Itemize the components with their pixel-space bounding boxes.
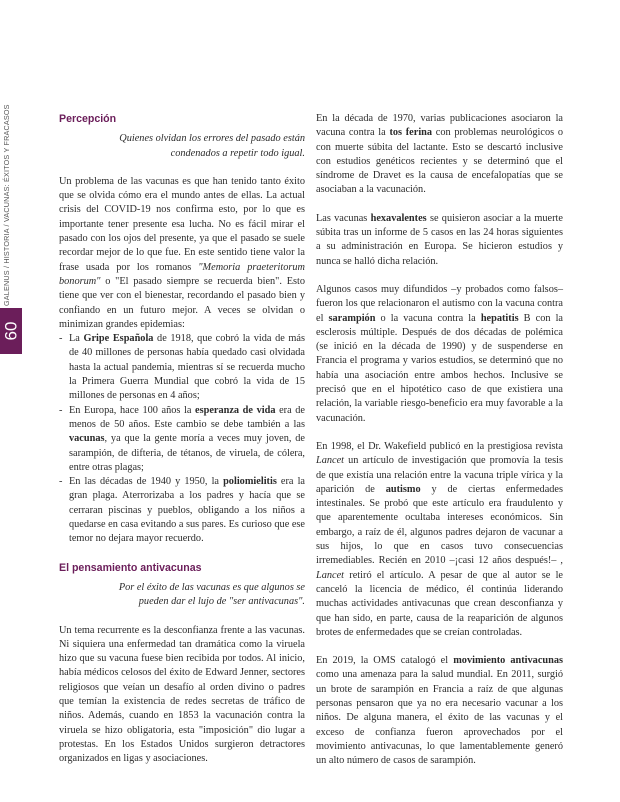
section-heading-antivacunas: El pensamiento antivacunas xyxy=(59,561,202,574)
paragraph: En 2019, la OMS catalogó el movimiento antivacunas como una amenaza para la salud mundial. En 2011, surgió un brote de sarampión en Francia a raíz de que algunas personas pensaron que ya no era necesario vacunar a los niños. De alguna manera, el éxito de las vacunas y el exceso de confianza fueron aprovechados por el movimiento antivacunas, lo que lamentablemente generó un alto número de casos de sarampión. xyxy=(316,655,563,767)
right-column xyxy=(316,112,563,768)
paragraph: Un problema de las vacunas es que han tenido tanto éxito que se olvida cómo era el mundo antes de ellas. La actual crisis del COVID-19 nos confirma esto, por lo que es importante tener presente esa lucha. No es fácil mirar el pasado con los ojos del presente, ya que el pasado se suele recordar mejor de lo que fue. En este sentido tiene valor la frase usada por los romanos "Memoria praeteritorum bonorum" o "El pasado siempre se recuerda bien". Esto tiene que ver con el bienestar, recordando el pasado bien y confiando en un futuro mejor. A veces se olvidan o minimizan grandes epidemias: xyxy=(59,175,305,330)
paragraph: Las vacunas hexavalentes se quisieron asociar a la muerte súbita tras un informe de 5 casos en las 24 horas siguientes a su administración en Europa. Se hicieron estudios y nunca se halló dicha relación. xyxy=(316,212,563,267)
epigraph-1: Quienes olvidan los errores del pasado están condenados a repetir todo igual. xyxy=(119,133,305,159)
list-item: - En las décadas de 1940 y 1950, la poliomielitis era la gran plaga. Aterrorizaba a los padres y hacía que se cerraran piscinas y pueblos, obligando a los niños a quedarse en casa evitando a sus pares. Es curioso que ese temor no dejara mayor recuerdo. xyxy=(59,475,305,546)
running-title: GALENUS / HISTORIA / VACUNAS: ÉXITOS Y FRACASOS xyxy=(2,104,11,306)
paragraph: En la década de 1970, varias publicaciones asociaron la vacuna contra la tos ferina con problemas neurológicos o con muerte súbita del lactante. Esto se descartó inclusive con estudios genéticos recientes y se determinó que el síndrome de Dravet es la causa de encefalopatías que se asociaban a la vacunación. xyxy=(316,113,563,196)
list-item: - En Europa, hace 100 años la esperanza de vida era de menos de 50 años. Este cambio se debe también a las vacunas, ya que la gente moría a veces muy joven, de sarampión, de difteria, de tétanos, de viruela, de cólera, entre otras plagas; xyxy=(59,404,305,475)
page-number: 60 xyxy=(0,321,20,341)
epigraph-2: Por el éxito de las vacunas es que algunos se pueden dar el lujo de "ser antivacunas". xyxy=(118,581,305,608)
paragraph: Un tema recurrente es la desconfianza frente a las vacunas. Ni siquiera una enfermedad tan dramática como la viruela hizo que su vacuna fuese bien recibida por todos. Al inicio, había médicos celosos del éxito de Edward Jenner, sectores religiosos que veían un desafío al orden divino o padres que temían la existencia de redes secretas de tráfico de niños. Además, cuando en 1853 la vacunación contra la viruela se hizo obligatoria, esta "imposición" dio lugar a protestas. En los Estados Unidos surgieron detractores organizados en ligas y asociaciones. xyxy=(59,624,305,765)
paragraph: En 1998, el Dr. Wakefield publicó en la prestigiosa revista Lancet un artículo de investigación que promovía la tesis de que existía una relación entre la vacuna triple vírica y la aparición de autismo y de ciertas enfermedades intestinales. Se probó que este artículo era fraudulento y que aparentemente ocultaba intereses económicos. Sin embargo, a raíz de él, algunos padres dejaron de vacunar a sus hijos, lo que en casos tuvo consecuencias irremediables. Recién en 2010 –¡casi 12 años después!– , Lancet retiró el artículo. A pesar de que al autor se le canceló la licencia de médico, él continúa liderando muchas actividades antivacunas que crean desconfianza y que han sido, en parte, causa de la reaparición de algunos brotes de enfermedades que se creían controladas. xyxy=(316,440,563,638)
left-column xyxy=(59,112,305,766)
paragraph: Algunos casos muy difundidos –y probados como falsos– fueron los que relacionaron el autismo con la vacuna contra el sarampión o la vacuna contra la hepatitis B con la esclerosis múltiple. Después de dos décadas de polémica (se inició en la década de 1990) y de suspenderse en Francia el programa y varios estudios, se determinó que no había una asociación entre ambos hechos. Inclusive se precisó que en el hipotético caso de que existiera una relación, la variable riesgo-beneficio era muy favorable a la vacunación. xyxy=(316,283,564,424)
epidemics-list xyxy=(59,332,305,546)
page-number-tab xyxy=(0,308,22,354)
section-heading-percepcion: Percepción xyxy=(59,113,117,125)
list-item: - La Gripe Española de 1918, que cobró la vida de más de 40 millones de personas había quedado casi olvidada hasta la actual pandemia, mientras sí se recuerda mucho la Primera Guerra Mundial que cobró la vida de 15 millones de personas en 4 años; xyxy=(59,332,305,403)
